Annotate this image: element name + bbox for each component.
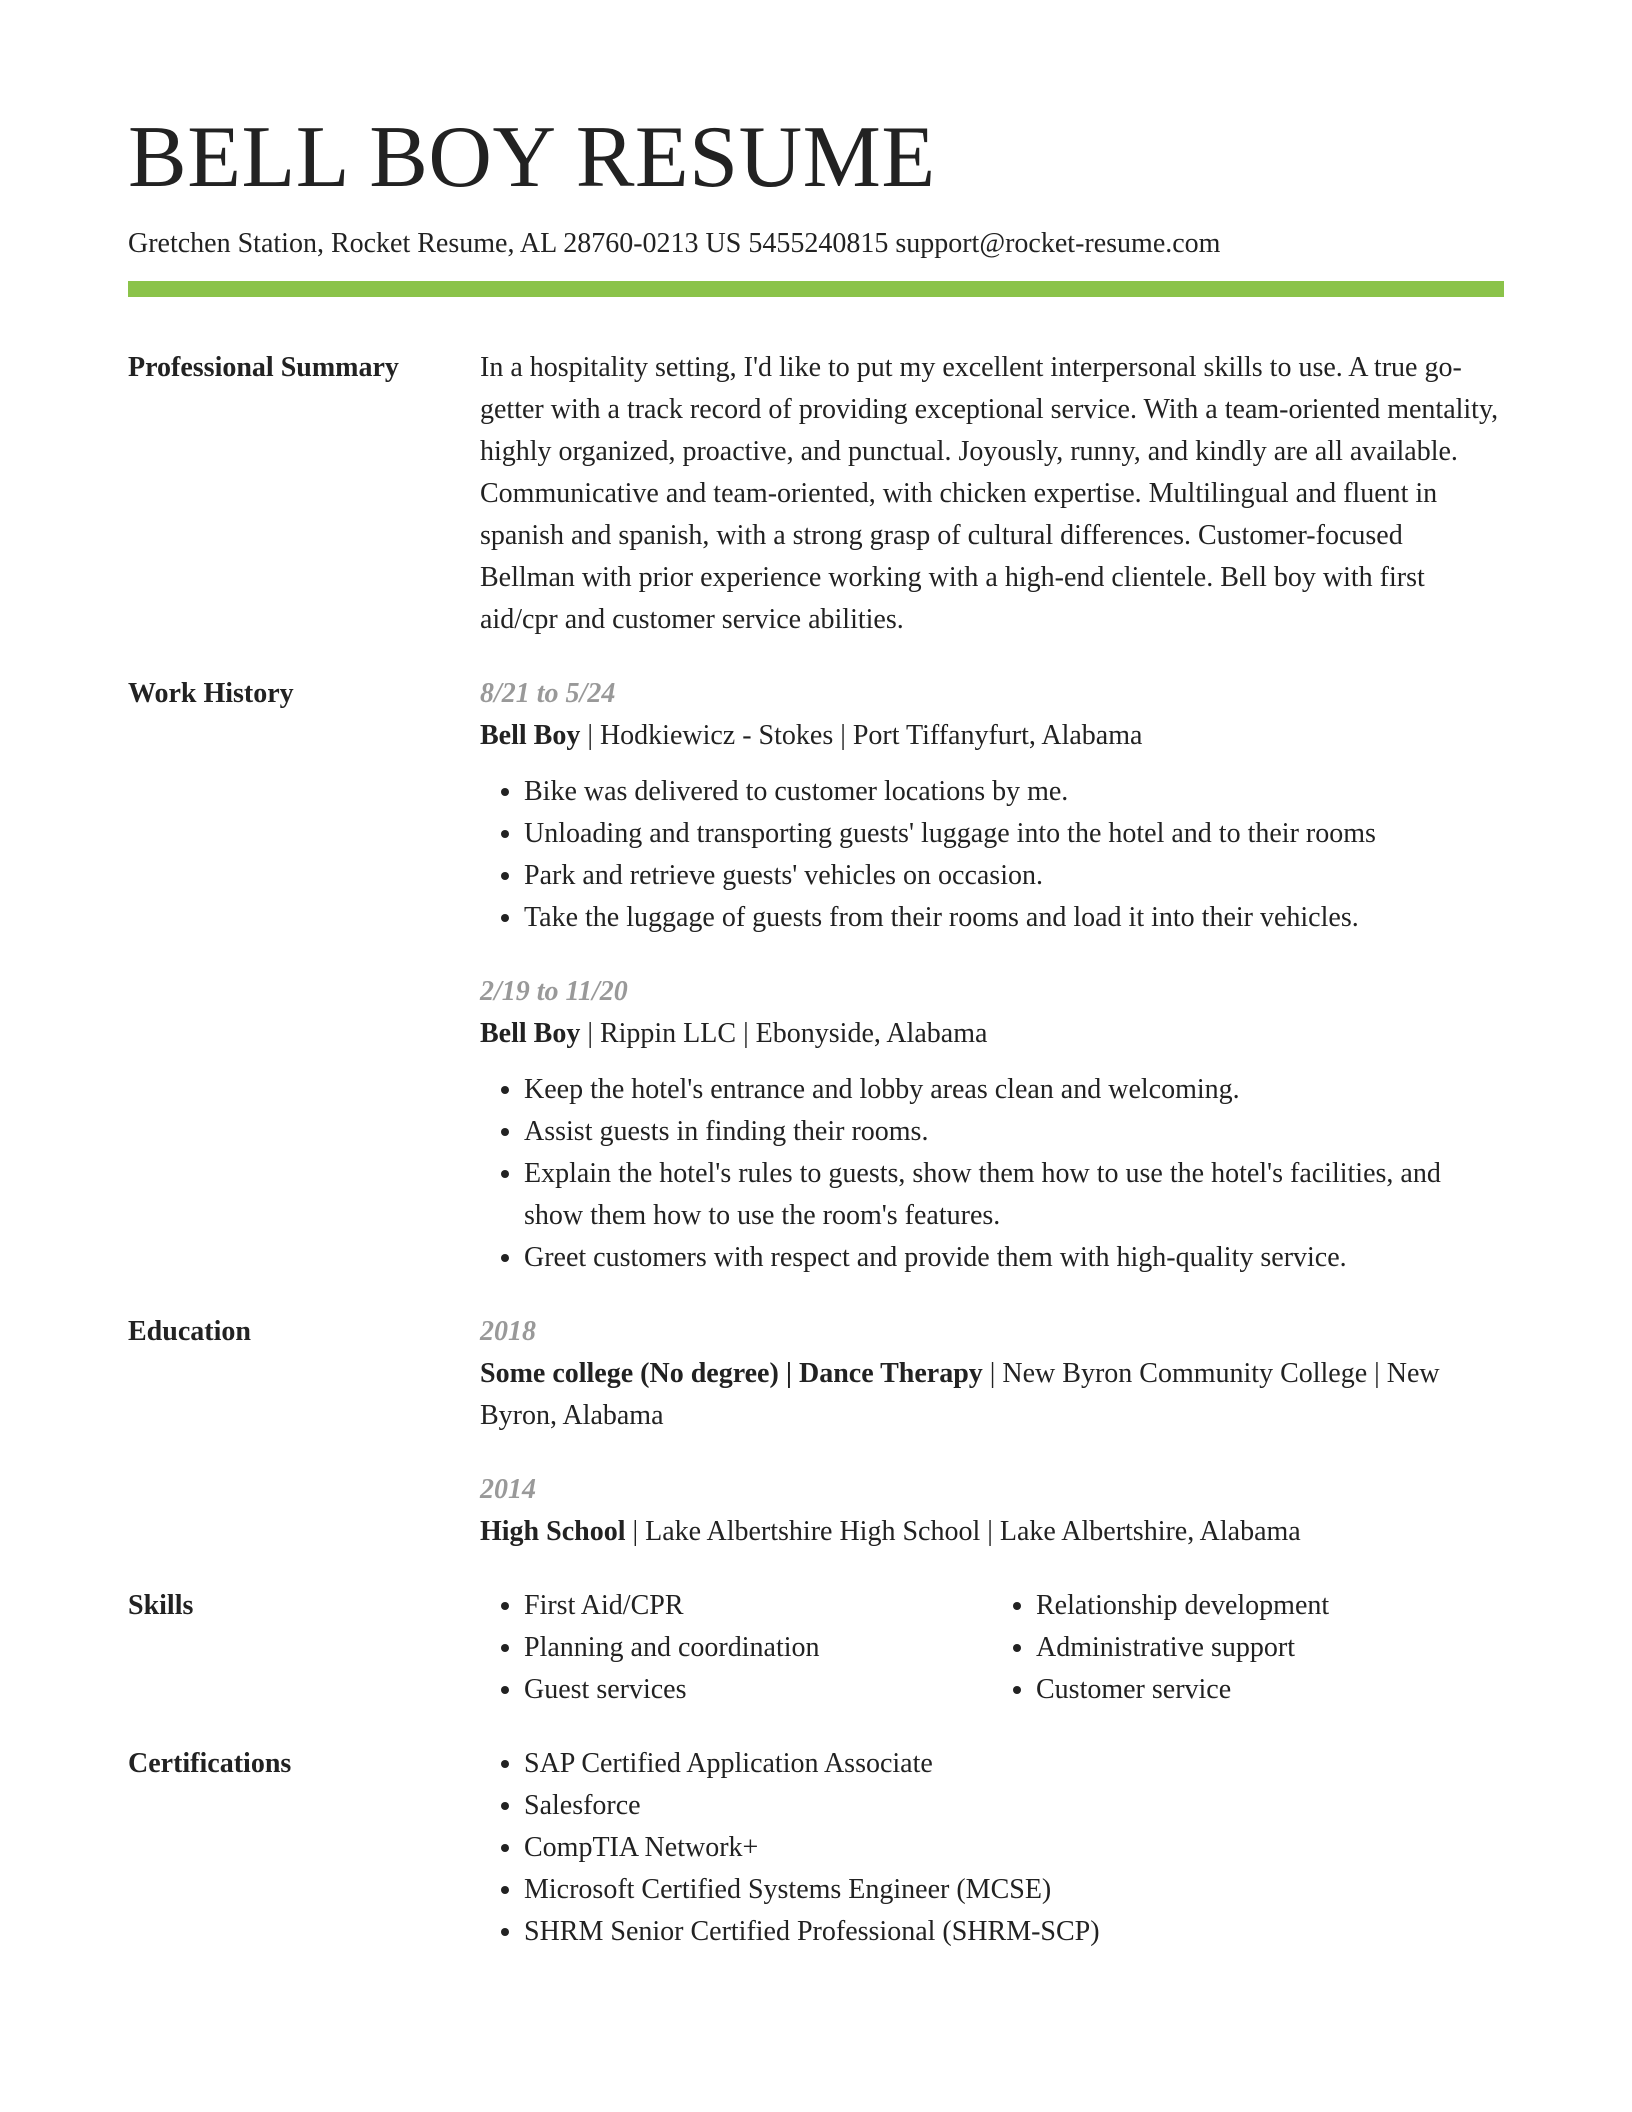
job-duties-list (480, 771, 1504, 939)
list-item: • Explain the hotel's rules to guests, show them how to use the hotel's facilities, and show them how to use the room's features. (524, 1153, 1504, 1237)
contact-line: Gretchen Station, Rocket Resume, AL 28760-0213 US 5455240815 support@rocket-resume.com (128, 228, 1221, 260)
job-entry (480, 673, 1504, 939)
list-item: • Take the luggage of guests from their rooms and load it into their vehicles. (524, 897, 1504, 939)
list-item: • Salesforce (524, 1785, 1504, 1827)
education-degree: High School (480, 1515, 626, 1547)
section-certifications (128, 1743, 1504, 1953)
job-title-line (480, 1013, 1504, 1055)
education-year: 2018 (480, 1315, 536, 1347)
accent-divider (128, 281, 1504, 297)
list-item: • Unloading and transporting guests' luggage into the hotel and to their rooms (524, 813, 1504, 855)
section-label-education: Education (128, 1315, 251, 1347)
job-role: Bell Boy (480, 1017, 581, 1049)
skills-body (480, 1585, 1504, 1711)
education-entry (480, 1469, 1504, 1553)
job-duties-list (480, 1069, 1504, 1279)
skills-grid (480, 1585, 1504, 1711)
certifications-list (480, 1743, 1504, 1953)
section-work-history (128, 673, 1504, 1279)
section-skills (128, 1585, 1504, 1711)
section-label-work: Work History (128, 677, 294, 709)
education-line (480, 1353, 1504, 1437)
job-employer-location: | Rippin LLC | Ebonyside, Alabama (580, 1017, 988, 1049)
education-degree: Some college (No degree) | Dance Therapy (480, 1357, 983, 1389)
list-item: • Microsoft Certified Systems Engineer (MCSE) (524, 1869, 1504, 1911)
section-label-certifications: Certifications (128, 1747, 292, 1779)
education-entry (480, 1311, 1504, 1437)
job-dates: 2/19 to 11/20 (480, 975, 628, 1007)
section-label-summary: Professional Summary (128, 351, 399, 383)
education-school-location: | Lake Albertshire High School | Lake Albertshire, Alabama (625, 1515, 1301, 1547)
job-title-line (480, 715, 1504, 757)
job-role: Bell Boy (480, 719, 581, 751)
list-item: • First Aid/CPR (524, 1585, 992, 1627)
list-item: • Relationship development (1036, 1585, 1504, 1627)
list-item: • Planning and coordination (524, 1627, 992, 1669)
list-item: • SAP Certified Application Associate (524, 1743, 1504, 1785)
education-school-location: | New Byron Community College | New Byron, Alabama (480, 1357, 1440, 1431)
education-line (480, 1511, 1504, 1553)
education-entries (480, 1311, 1504, 1553)
list-item: • Administrative support (1036, 1627, 1504, 1669)
list-item: • Guest services (524, 1669, 992, 1711)
job-entry (480, 971, 1504, 1279)
skills-list-right (992, 1585, 1504, 1711)
list-item: • Customer service (1036, 1669, 1504, 1711)
resume-title: BELL BOY RESUME (128, 109, 936, 206)
list-item: • Greet customers with respect and provide them with high-quality service. (524, 1237, 1504, 1279)
work-entries (480, 673, 1504, 1279)
list-item: • Bike was delivered to customer locations by me. (524, 771, 1504, 813)
job-dates: 8/21 to 5/24 (480, 677, 616, 709)
job-employer-location: | Hodkiewicz - Stokes | Port Tiffanyfurt, Alabama (580, 719, 1143, 751)
list-item: • Park and retrieve guests' vehicles on occasion. (524, 855, 1504, 897)
list-item: • Keep the hotel's entrance and lobby areas clean and welcoming. (524, 1069, 1504, 1111)
summary-text: In a hospitality setting, I'd like to put my excellent interpersonal skills to use. A true go-getter with a track record of providing exceptional service. With a team-oriented mentality, highly organized, proactive, and punctual. Joyously, runny, and kindly are all available. Communicative and team-oriented, with chicken expertise. Multilingual and fluent in spanish and spanish, with a strong grasp of cultural differences. Customer-focused Bellman with prior experience working with a high-end clientele. Bell boy with first aid/cpr and customer service abilities. (480, 351, 1499, 635)
education-year: 2014 (480, 1473, 536, 1505)
section-education (128, 1311, 1504, 1553)
section-label-skills: Skills (128, 1589, 194, 1621)
certifications-body (480, 1743, 1504, 1953)
list-item: • SHRM Senior Certified Professional (SHRM-SCP) (524, 1911, 1504, 1953)
list-item: • Assist guests in finding their rooms. (524, 1111, 1504, 1153)
list-item: • CompTIA Network+ (524, 1827, 1504, 1869)
skills-list-left (480, 1585, 992, 1711)
section-professional-summary (128, 347, 1504, 641)
